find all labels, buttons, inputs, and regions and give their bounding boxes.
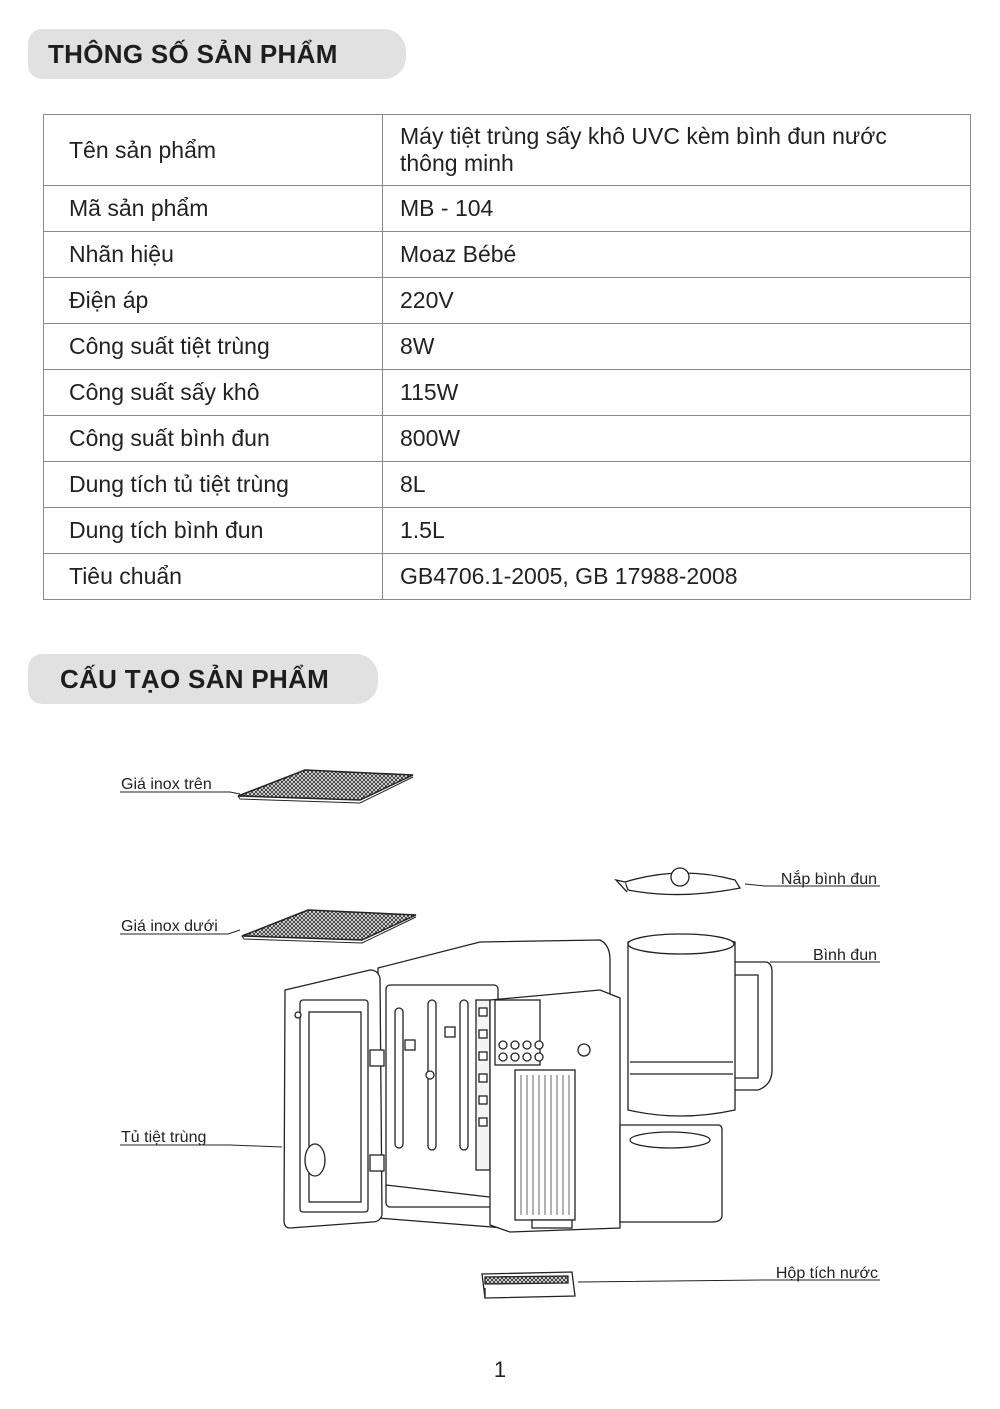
spec-key: Dung tích tủ tiệt trùng: [44, 462, 383, 508]
label-lower-rack: Giá inox dưới: [121, 918, 218, 935]
table-row: [44, 462, 971, 508]
table-row: [44, 186, 971, 232]
spec-key: Công suất sấy khô: [44, 370, 383, 416]
table-row: [44, 115, 971, 186]
table-row: [44, 370, 971, 416]
spec-key: Nhãn hiệu: [44, 232, 383, 278]
section-title-structure: CẤU TẠO SẢN PHẨM: [28, 654, 378, 704]
spec-value: 115W: [383, 370, 971, 416]
spec-value: 8W: [383, 324, 971, 370]
spec-value: GB4706.1-2005, GB 17988-2008: [383, 554, 971, 600]
kettle-illustration: [628, 934, 772, 1116]
spec-value: Máy tiệt trùng sấy khô UVC kèm bình đun nước thông minh: [383, 115, 971, 186]
spec-value: 1.5L: [383, 508, 971, 554]
section-title-specs: THÔNG SỐ SẢN PHẨM: [28, 29, 406, 79]
table-row: [44, 416, 971, 462]
lower-rack-illustration: [242, 910, 416, 943]
spec-key: Điện áp: [44, 278, 383, 324]
label-kettle-lid: Nắp bình đun: [780, 871, 877, 888]
spec-value: Moaz Bébé: [383, 232, 971, 278]
spec-key: Tiêu chuẩn: [44, 554, 383, 600]
spec-value: 220V: [383, 278, 971, 324]
label-water-box: Hộp tích nước: [775, 1265, 878, 1282]
table-row: [44, 554, 971, 600]
page-number: 1: [493, 1357, 507, 1382]
label-cabinet: Tủ tiệt trùng: [121, 1129, 207, 1146]
label-kettle: Bình đun: [812, 947, 877, 964]
spec-key: Công suất bình đun: [44, 416, 383, 462]
label-upper-rack: Giá inox trên: [121, 776, 212, 793]
spec-key: Công suất tiệt trùng: [44, 324, 383, 370]
spec-key: Dung tích bình đun: [44, 508, 383, 554]
spec-value: MB - 104: [383, 186, 971, 232]
table-row: [44, 324, 971, 370]
spec-value: 8L: [383, 462, 971, 508]
upper-rack-illustration: [238, 770, 413, 803]
kettle-lid-illustration: [616, 868, 740, 895]
table-row: [44, 232, 971, 278]
water-box-illustration: [482, 1272, 575, 1298]
spec-table: [43, 114, 971, 600]
spec-key: Tên sản phẩm: [44, 115, 383, 186]
spec-key: Mã sản phẩm: [44, 186, 383, 232]
spec-value: 800W: [383, 416, 971, 462]
table-row: [44, 508, 971, 554]
product-diagram: [0, 740, 1000, 1340]
table-row: [44, 278, 971, 324]
